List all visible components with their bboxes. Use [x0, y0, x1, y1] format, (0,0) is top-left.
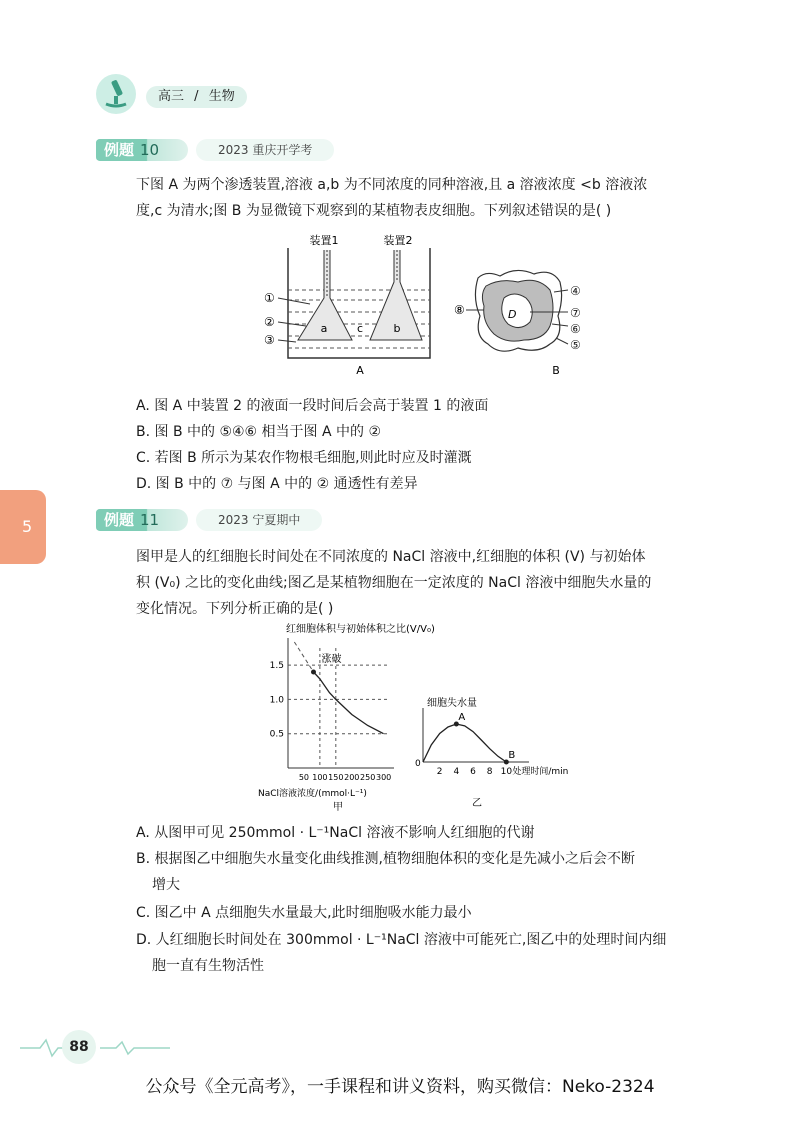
option-b-cont: 增大 — [152, 877, 180, 893]
option-c: C. 若图 B 所示为某农作物根毛细胞,则此时应及时灌溉 — [136, 450, 472, 466]
microscope-icon — [96, 74, 136, 114]
cell-b — [454, 270, 568, 377]
x-tick-label: 100 — [312, 773, 328, 782]
x-tick-label: 4 — [453, 767, 460, 777]
option-a: A. 从图甲可见 250mmol · L⁻¹NaCl 溶液不影响人红细胞的代谢 — [136, 825, 535, 841]
x-tick-label: 10 — [500, 767, 513, 777]
x-tick-label: 8 — [486, 767, 493, 777]
example-10-stem — [136, 172, 696, 224]
example-number: 10 — [140, 141, 160, 159]
option-a: A. 图 A 中装置 2 的液面一段时间后会高于装置 1 的液面 — [136, 398, 489, 414]
option-c: C. 图乙中 A 点细胞失水量最大,此时细胞吸水能力最小 — [136, 905, 472, 921]
page-number: 88 — [62, 1030, 96, 1064]
origin-label: 0 — [415, 759, 421, 769]
caption-b: B — [552, 364, 560, 377]
x-tick-label: 200 — [344, 773, 360, 782]
x-tick-label: 6 — [470, 767, 476, 777]
y-tick-label: 0.5 — [269, 729, 284, 740]
device-1-label: 装置1 — [309, 234, 339, 247]
chart-yi-title: 细胞失水量 — [427, 698, 477, 709]
example-number: 11 — [140, 511, 160, 529]
burst-annotation: 涨破 — [321, 654, 342, 665]
mark-2: ② — [264, 315, 275, 329]
example-11-label — [96, 509, 188, 531]
point-label-a: A — [458, 712, 466, 723]
x-tick-label: 2 — [436, 767, 443, 777]
example-label-text: 例题 — [104, 141, 135, 159]
mark-7: ⑦ — [570, 306, 581, 320]
solution-a: a — [320, 322, 328, 335]
grade-subject-tag — [146, 86, 247, 108]
option-d-cont: 胞一直有生物活性 — [152, 958, 264, 974]
mark-3: ③ — [264, 333, 275, 347]
beaker-a — [264, 233, 430, 377]
solution-c: c — [356, 322, 364, 335]
stem-line: 度,c 为清水;图 B 为显微镜下观察到的某植物表皮细胞。下列叙述错误的是( ) — [136, 203, 612, 219]
option-b: B. 根据图乙中细胞失水量变化曲线推测,植物细胞体积的变化是先减小之后会不断 — [136, 851, 635, 867]
example-10-label — [96, 139, 188, 161]
option-d: D. 人红细胞长时间处在 300mmol · L⁻¹NaCl 溶液中可能死亡,图乙中的处理时间内细 — [136, 932, 667, 948]
footer-note: 公众号《全元高考》，一手课程和讲义资料，购买微信：Neko-2324 — [145, 1077, 655, 1097]
mark-5: ⑤ — [570, 338, 581, 352]
y-tick-label: 1.0 — [269, 695, 284, 706]
device-2-label: 装置2 — [383, 234, 413, 247]
y-tick-label: 1.5 — [269, 661, 284, 672]
burst-point — [311, 670, 316, 675]
mark-6: ⑥ — [570, 322, 581, 336]
dashed-extension — [294, 642, 313, 672]
chart-jia — [250, 620, 435, 813]
point-label-b: B — [508, 750, 516, 761]
option-b: B. 图 B 中的 ⑤④⑥ 相当于图 A 中的 ② — [136, 424, 382, 440]
caption-a: A — [356, 364, 364, 377]
separator: / — [194, 89, 199, 104]
grade-label: 高三 — [158, 89, 185, 104]
stem-line: 变化情况。下列分析正确的是( ) — [136, 601, 334, 617]
subject-label: 生物 — [208, 89, 235, 104]
example-label-text: 例题 — [104, 511, 135, 529]
series-curve — [423, 724, 506, 762]
mark-8: ⑧ — [454, 303, 465, 317]
x-tick-label: 150 — [328, 773, 344, 782]
page-header — [96, 74, 256, 120]
mark-1: ① — [264, 291, 275, 305]
chart-jia-title: 红细胞体积与初始体积之比(V/V₀) — [286, 624, 435, 635]
x-axis-label: NaCl溶液浓度/(mmol·L⁻¹) — [258, 789, 367, 799]
x-tick-label: 300 — [375, 773, 392, 782]
stem-line: 积 (V₀) 之比的变化曲线;图乙是某植物细胞在一定浓度的 NaCl 溶液中细胞失水量的 — [136, 575, 652, 591]
x-axis-label: 处理时间/min — [512, 767, 569, 777]
x-tick-label: 50 — [298, 773, 310, 782]
stem-line: 图甲是人的红细胞长时间处在不同浓度的 NaCl 溶液中,红细胞的体积 (V) 与初始体 — [136, 549, 646, 565]
chart-yi — [405, 690, 625, 810]
chart-jia-caption: 甲 — [333, 802, 343, 813]
stem-line: 下图 A 为两个渗透装置,溶液 a,b 为不同浓度的同种溶液,且 a 溶液浓度 <b 溶液浓 — [136, 177, 648, 193]
example-10-source: 2023 重庆开学考 — [196, 139, 334, 161]
chapter-tab[interactable]: 5 — [0, 490, 46, 564]
series-curve — [314, 672, 384, 734]
cell-label-d: D — [508, 308, 517, 321]
mark-4: ④ — [570, 284, 581, 298]
osmosis-figure — [250, 228, 570, 380]
cell-b-marks — [570, 283, 581, 353]
x-tick-label: 250 — [360, 773, 376, 782]
example-11-stem — [136, 544, 696, 622]
chart-yi-caption: 乙 — [472, 798, 482, 809]
example-11-source: 2023 宁夏期中 — [196, 509, 322, 531]
option-d: D. 图 B 中的 ⑦ 与图 A 中的 ② 通透性有差异 — [136, 476, 418, 492]
solution-b: b — [393, 322, 401, 335]
